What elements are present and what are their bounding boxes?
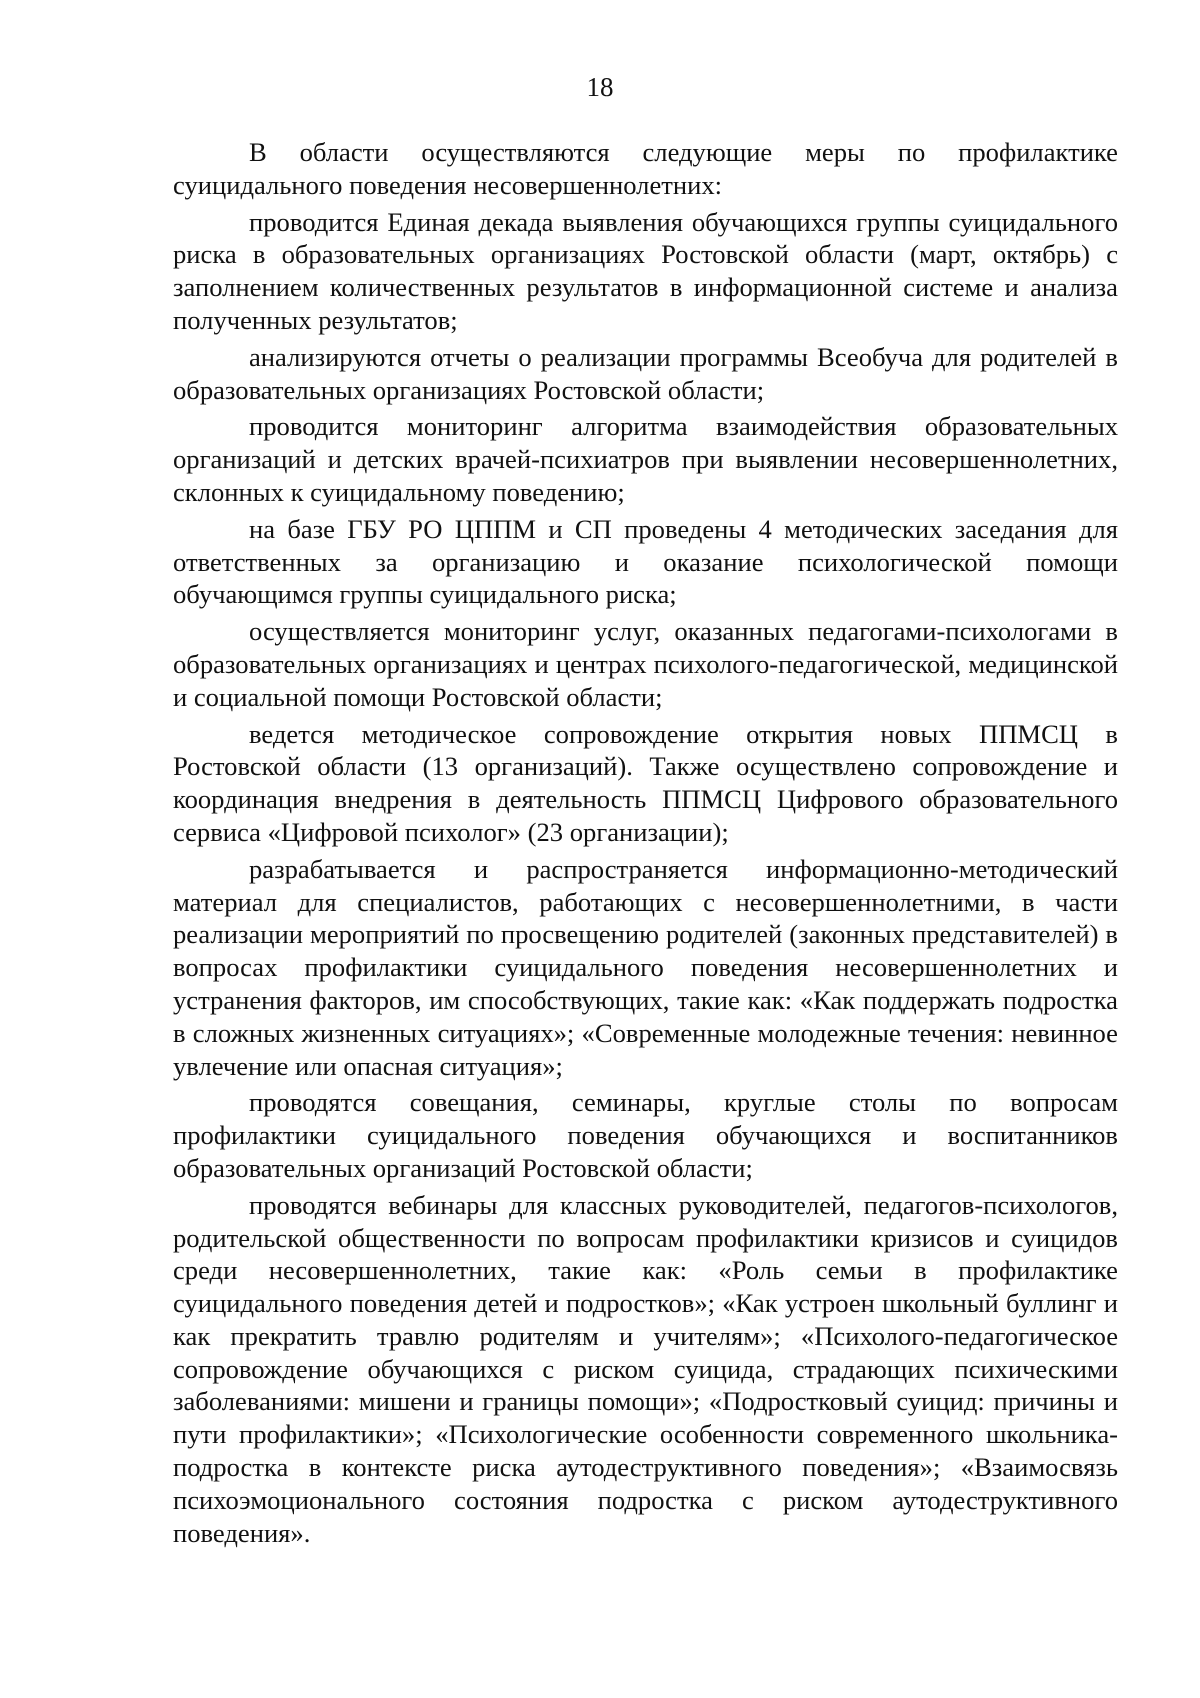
- paragraph-item: проводятся вебинары для классных руководителей, педагогов-психологов, родительской общественности по вопросам профилактики кризисов и суицидов среди несовершеннолетних, такие как: «Роль семьи в профилактике суицидального поведения детей и подростков»; «Как устроен школьный буллинг и как прекратить травлю родителям и учителям»; «Психолого-педагогическое сопровождение обучающихся с риском суицида, страдающих психическими заболеваниями: мишени и границы помощи»; «Подростковый суицид: причины и пути профилактики»; «Психологические особенности современного школьника-подростка в контексте риска аутодеструктивного поведения»; «Взаимосвязь психоэмоционального состояния подростка с риском аутодеструктивного поведения».: [173, 1189, 1118, 1548]
- paragraph-item: осуществляется мониторинг услуг, оказанных педагогами-психологами в образовательных организациях и центрах психолого-педагогической, медицинской и социальной помощи Ростовской области;: [173, 616, 1118, 712]
- paragraph-item: анализируются отчеты о реализации программы Всеобуча для родителей в образовательных организациях Ростовской области;: [173, 341, 1118, 405]
- paragraph-item: проводится Единая декада выявления обучающихся группы суицидального риска в образовательных организациях Ростовской области (март, октябрь) с заполнением количественных результатов в информационной системе и анализа полученных результатов;: [173, 206, 1118, 335]
- paragraph-item: проводятся совещания, семинары, круглые столы по вопросам профилактики суицидального поведения обучающихся и воспитанников образовательных организаций Ростовской области;: [173, 1087, 1118, 1183]
- document-body: [173, 136, 1118, 1553]
- paragraph-item: ведется методическое сопровождение открытия новых ППМСЦ в Ростовской области (13 организаций). Также осуществлено сопровождение и координация внедрения в деятельность ППМСЦ Цифрового образовательного сервиса «Цифровой психолог» (23 организации);: [173, 718, 1118, 847]
- paragraph-item: на базе ГБУ РО ЦППМ и СП проведены 4 методических заседания для ответственных за организацию и оказание психологической помощи обучающимся группы суицидального риска;: [173, 513, 1118, 610]
- page-number: 18: [586, 72, 614, 102]
- paragraph-item: проводится мониторинг алгоритма взаимодействия образовательных организаций и детских врачей-психиатров при выявлении несовершеннолетних, склонных к суицидальному поведению;: [173, 411, 1118, 507]
- paragraph-item: разрабатывается и распространяется информационно-методический материал для специалистов, работающих с несовершеннолетними, в части реализации мероприятий по просвещению родителей (законных представителей) в вопросах профилактики суицидального поведения несовершеннолетних и устранения факторов, им способствующих, такие как: «Как поддержать подростка в сложных жизненных ситуациях»; «Современные молодежные течения: невинное увлечение или опасная ситуация»;: [173, 853, 1118, 1081]
- paragraph-intro: В области осуществляются следующие меры по профилактике суицидального поведения несовершеннолетних:: [173, 137, 1118, 200]
